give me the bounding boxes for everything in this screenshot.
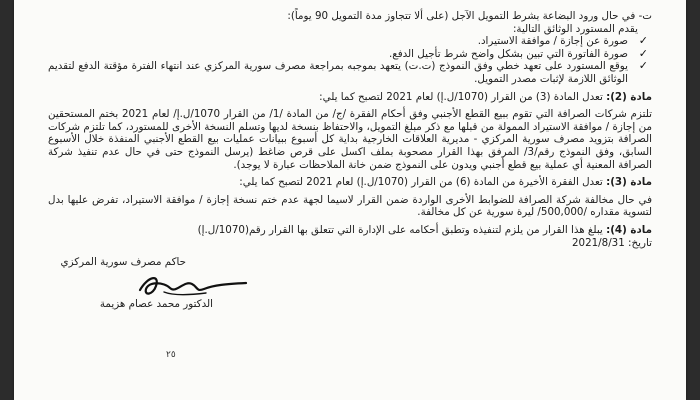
article-2-label: مادة (2):: [606, 90, 652, 103]
document-body: [48, 10, 652, 249]
article-2-title: تعدل المادة (3) من القرار (1070/ل.إ) لعام 2021 لتصبح كما يلي:: [319, 90, 603, 103]
signature-icon: [134, 270, 254, 300]
checkmark-icon: ✓: [638, 34, 648, 48]
intro-paragraph: ت- في حال ورود البضاعة بشرط التمويل الآجل (على ألا تتجاوز مدة التمويل 90 يوماً):: [287, 10, 652, 22]
checklist-text: صورة عن إجازة / موافقة الاستيراد.: [477, 35, 628, 48]
article-3-label: مادة (3):: [606, 176, 652, 189]
intro-continuation: يقدم المستورد الوثائق التالية:: [512, 22, 638, 35]
article-4-heading: [48, 224, 652, 237]
signatory-name: الدكتور محمد عصام هزيمة: [99, 298, 213, 310]
article-3-title: تعدل الفقرة الأخيرة من المادة (6) من القرار (1070/ل.إ) لعام 2021 لتصبح كما يلي:: [239, 176, 603, 189]
page-number: ٢٥: [166, 350, 176, 360]
checklist-item: [48, 60, 652, 85]
checkmark-icon: ✓: [638, 46, 648, 60]
article-3-body: في حال مخالفة شركة الصرافة للضوابط الأخرى الواردة ضمن القرار لاسيما لجهة عدم ختم نسخة إجازة / موافقة الاستيراد، تفرض عليها بدل لتسوية مقداره /500,000/ ليرة سورية عن كل مخالفة.: [48, 193, 652, 219]
article-4-label: مادة (4):: [606, 223, 652, 236]
article-4-body: يبلغ هذا القرار من يلزم لتنفيذه وتطبق أحكامه على الإدارة التي تتعلق بها القرار رقم(1070/ل.إ): [197, 223, 603, 236]
checklist-item: [48, 48, 652, 61]
date-line: تاريخ: 2021/8/31: [571, 236, 652, 249]
checklist-item: [48, 35, 652, 48]
article-3-heading: [48, 176, 652, 189]
article-2-body: تلتزم شركات الصرافة التي تقوم ببيع القطع الأجنبي وفق أحكام الفقرة /ج/ من المادة /1/ من القرار 1070/ل.إ/ لعام 2021 بختم المستحقين من إجازة / موافقة الاستيراد الممولة من قبلها مع ذكر مبلغ التمويل، والاحتفاظ بنسخة لديها وتسلم النسخة الأخرى للمستورد، كما تلتزم شركات الصرافة بتزويد مصرف سورية المركزي - مديرية العلاقات الخارجية بداية كل أسبوع ببيانات عمليات بيع القطع الأجنبي المنفذة خلال الأسبوع السابق، وفق النموذج رقم/3/ المرفق بهذا القرار مصحوبة بملف اكسل على قرص ضاغط (يرسل النموذج حتى في حال عدم تنفيذ شركة الصرافة المعنية أي عملية بيع قطع أجنبي ويدون على النموذج ضمن خانة الملاحظات عبارة لا يوجد).: [48, 108, 652, 171]
document-page: [14, 0, 686, 400]
article-2-heading: [48, 91, 652, 104]
signatory-title: حاكم مصرف سورية المركزي: [60, 256, 186, 268]
signature-block: [14, 256, 686, 336]
checklist-text: يوقع المستورد على تعهد خطي وفق النموذج (ت.ت) يتعهد بموجبه بمراجعة مصرف سورية المركزي عند انتهاء الفترة مؤقتة الدفع لتقديم الوثائق اللازمة لإثبات مصدر التمويل.: [48, 60, 628, 85]
checkmark-icon: ✓: [638, 59, 648, 73]
checklist-text: صورة الفاتورة التي تبين بشكل واضح شرط تأجيل الدفع.: [388, 47, 628, 60]
